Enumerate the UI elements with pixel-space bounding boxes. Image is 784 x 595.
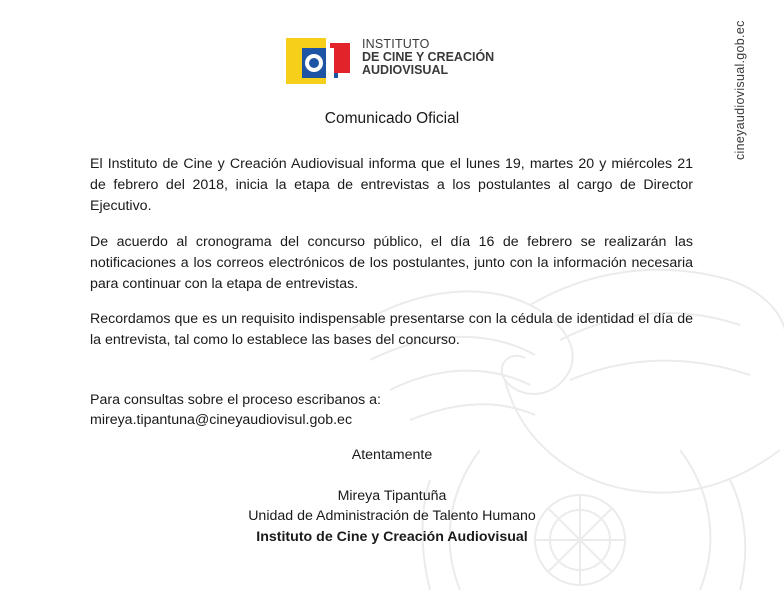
logo-line-1: INSTITUTO bbox=[362, 37, 430, 51]
signer-institution: Instituto de Cine y Creación Audiovisual bbox=[256, 529, 528, 545]
contact-email: mireya.tipantuna@cineyaudiovisul.gob.ec bbox=[90, 412, 353, 428]
signer-name: Mireya Tipantuña bbox=[337, 488, 447, 504]
contact-label: Para consultas sobre el proceso escribanos a: bbox=[90, 392, 382, 408]
paragraph-3: Recordamos que es un requisito indispensable presentarse con la cédula de identidad el día de la entrevista, tal como lo establece las bases del concurso. bbox=[90, 311, 693, 348]
side-url-text: cineyaudiovisual.gob.ec bbox=[733, 20, 747, 160]
contact-block bbox=[90, 390, 381, 430]
logo-text bbox=[362, 38, 494, 77]
logo-line-2: DE CINE Y CREACIÓN bbox=[362, 50, 495, 64]
logo-line-3: AUDIOVISUAL bbox=[362, 63, 449, 77]
paragraph-1: El Instituto de Cine y Creación Audiovisual informa que el lunes 19, martes 20 y miércoles 21 de febrero del 2018, inicia la etapa de entrevistas a los postulantes al cargo de Director Ejecutivo. bbox=[90, 156, 693, 214]
closing-greeting: Atentamente bbox=[351, 447, 433, 463]
document-title: Comunicado Oficial bbox=[324, 110, 460, 127]
signer-unit: Unidad de Administración de Talento Humano bbox=[248, 508, 536, 524]
paragraph-2: De acuerdo al cronograma del concurso público, el día 16 de febrero se realizarán las notificaciones a los correos electrónicos de los postulantes, junto con la información necesaria para continuar con la etapa de entrevistas. bbox=[90, 234, 693, 292]
